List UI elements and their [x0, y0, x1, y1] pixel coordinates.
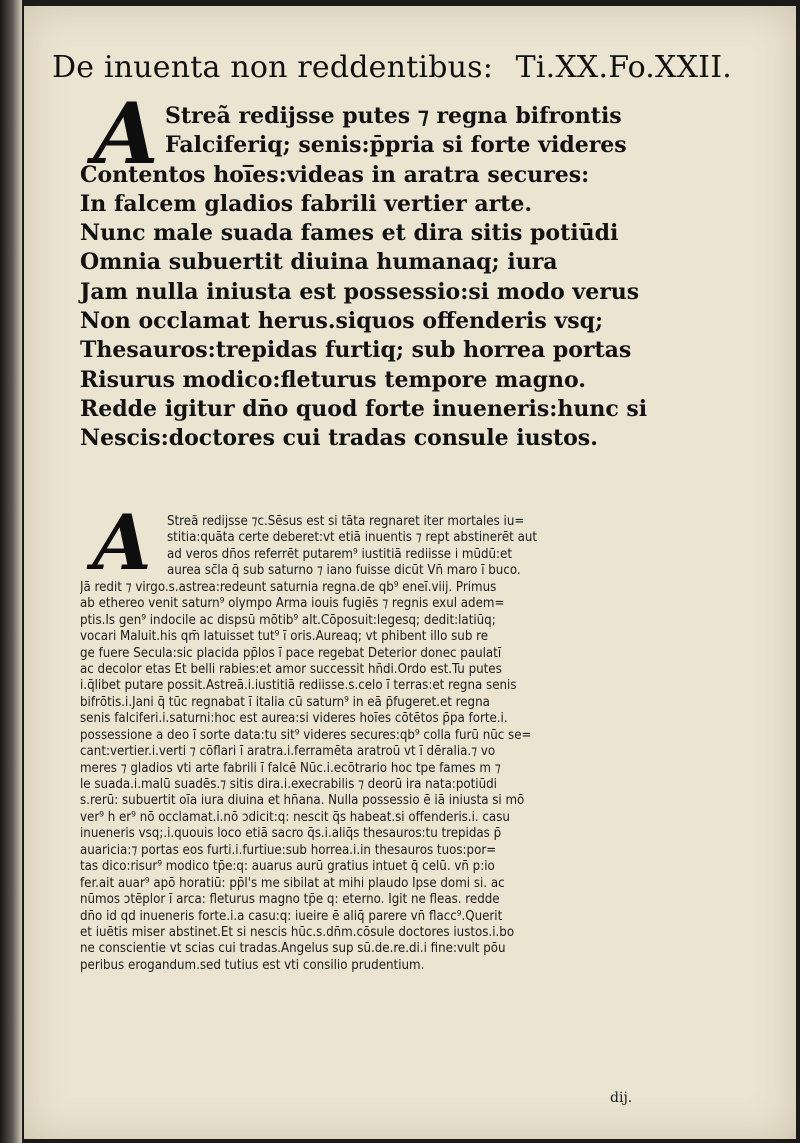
- commentary-block: [80, 498, 666, 974]
- commentary-line: inueneris vsq;.i.quouis loco etiā sacro q̄s.i.aliq̄s thesauros:tu trepidas p̄: [80, 826, 502, 842]
- commentary-line: ver⁹ h er⁹ nō occlamat.i.nō ↄdicit:q: nescit q̄s habeat.si offenderis.i. casu: [80, 809, 510, 825]
- commentary-line: le suada.i.malū suadēs.⁊ sitis dira.i.execrabilis ⁊ deorū ira nata:potiūdi: [80, 777, 497, 792]
- catchword: dij.: [610, 1090, 633, 1106]
- verse-line: Redde igitur dn̄o quod forte inueneris:hunc si: [80, 395, 648, 422]
- commentary-line: ge fuere Secula:sic placida pp̄los ī pace regebat Deterior donec paulatī: [80, 645, 502, 661]
- commentary-line: Streã redijsse ⁊c.Sēsus est si tāta regnaret iter mortales iu=: [167, 514, 525, 529]
- commentary-line: cant:vertier.i.verti ⁊ cōflari ī aratra.i.ferramēta aratroū vt ī dēralia.⁊ vo: [80, 744, 496, 760]
- verse-line: Thesauros:trepidas furtiq; sub horrea portas: [80, 337, 632, 364]
- verse-line: Omnia subuertit diuina humanaq; iura: [80, 249, 558, 276]
- verse-line: In falcem gladios fabrili vertier arte.: [80, 190, 533, 217]
- commentary-line: ab ethereo venit saturn⁹ olympo Arma iouis fugiēs ⁊ regnis exul adem=: [80, 596, 505, 612]
- verse-line: Falciferiq; senis:p̄pria si forte videres: [165, 132, 627, 159]
- commentary-line: ptis.Is gen⁹ indocile ac dispsū mōtib⁹ alt̄.Cōposuit:legesq; dedit:latiūq;: [80, 612, 496, 628]
- verse-initial: A: [93, 84, 159, 183]
- page-title: De inuenta non reddentibus:: [52, 50, 494, 85]
- commentary-line: nūmos ↄtēplor ī arca: fleturus magno tp̄e q: eterno. Igit̄ ne fleas. redde: [80, 892, 500, 908]
- commentary-line: possessione a deo ī sorte data:tu sit⁹ videres secures:qb⁹ colla furū nūc se=: [80, 727, 532, 743]
- commentary-line: ac decolor etas Et belli rabies:et amor successit hn̄di.Ordo est.Tu putes: [80, 661, 502, 677]
- verse-line: Non occlamat herus.siquos offenderis vsq;: [80, 308, 604, 335]
- commentary-line: Jā redit ⁊ virgo.s.astrea:redeunt saturnia regna.de qb⁹ eneī.viij. Primus: [80, 579, 497, 595]
- verse-block: [80, 84, 648, 454]
- commentary-line: tas dico:risur⁹ modico tp̄e:q: auarus aurū gratius intuet̄ q̄ celū. vn̄ p:io: [80, 859, 495, 875]
- commentary-initial: A: [92, 498, 152, 587]
- commentary-line: auaricia:⁊ portas eos furti.i.furtiue:sub horrea.i.in thesauros tuos:por=: [80, 842, 497, 858]
- commentary-line: vocari Maluit.his qm̄ latuisset tut⁹ ī oris.Aureaq; vt phibent illo sub re: [80, 629, 489, 645]
- commentary-line: bifrōtis.i.Jani q̄ tūc regnabat ī italia cū saturn⁹ in eā p̄fugeret.et regna: [80, 694, 490, 710]
- verse-line: Streã redijsse putes ⁊ regna bifrontis: [165, 103, 622, 129]
- folio-number: Ti.XX.Fo.XXII.: [515, 50, 732, 85]
- verse-line: Risurus modico:fleturus tempore magno.: [80, 366, 586, 393]
- verse-line: Contentos hoi̅es:videas in aratra secures:: [80, 161, 590, 188]
- commentary-line: ne conscientie vt scias cui tradas.Angelus sup sū.de.re.di.i fine:vult pōu: [80, 941, 506, 957]
- commentary-line: dn̄o id qd̄ inueneris forte.i.a casu:q: iueire ē aliq̄ parere vn̄ flacc⁹.Querit: [80, 908, 503, 924]
- commentary-line: ad veros dn̄os referrēt putarem⁹ iustitiā rediisse i mūdū:et: [167, 546, 512, 562]
- verse-line: Nescis:doctores cui tradas consule iustos.: [80, 425, 598, 452]
- verse-line: Jam nulla iniusta est possessio:si modo verus: [80, 278, 640, 305]
- commentary-line: s.rerū: subuertit oīa iura diuina et hn̄ana. Nulla possessio ē iā iniusta si mō: [80, 793, 525, 809]
- commentary-line: stitia:quāta certe deberet:vt etiā inuentis ⁊ rept̄ abstinerēt aut: [167, 530, 538, 546]
- commentary-line: meres ⁊ gladios vti arte fabrili ī falcē Nūc.i.ecōtrario hoc tpe fames m ⁊: [80, 760, 501, 776]
- book-page: [24, 6, 796, 1139]
- commentary-line: aurea sc̄la q̄ sub saturno ⁊ iano fuisse dicūt Vn̄ maro ī buco.: [167, 563, 521, 579]
- verse-line: Nunc male suada fames et dira sitis potiūdi: [80, 220, 619, 247]
- commentary-line: senis falciferi.i.saturni:hoc est aurea:si videres hoīes cōtētos p̄pa forte.i.: [80, 711, 508, 727]
- commentary-line: i.q̄libet putare possit.Astreā.i.iustitiā rediisse.s.celo ī terras:et regna senis: [80, 678, 517, 694]
- book-spine: [0, 0, 22, 1143]
- commentary-line: fer.ait auar⁹ apō horatiū: pp̄l's me sibilat at mihi plaudo Ipse domi si. ac: [80, 875, 505, 891]
- commentary-line: peribus erogandum.sed tutius est vti consilio prudentium.: [80, 957, 425, 973]
- commentary-line: et iuētis miser abstinet.Et si nescis hūc.s.dn̄m.cōsule doctores iustos.i.bo: [80, 924, 515, 940]
